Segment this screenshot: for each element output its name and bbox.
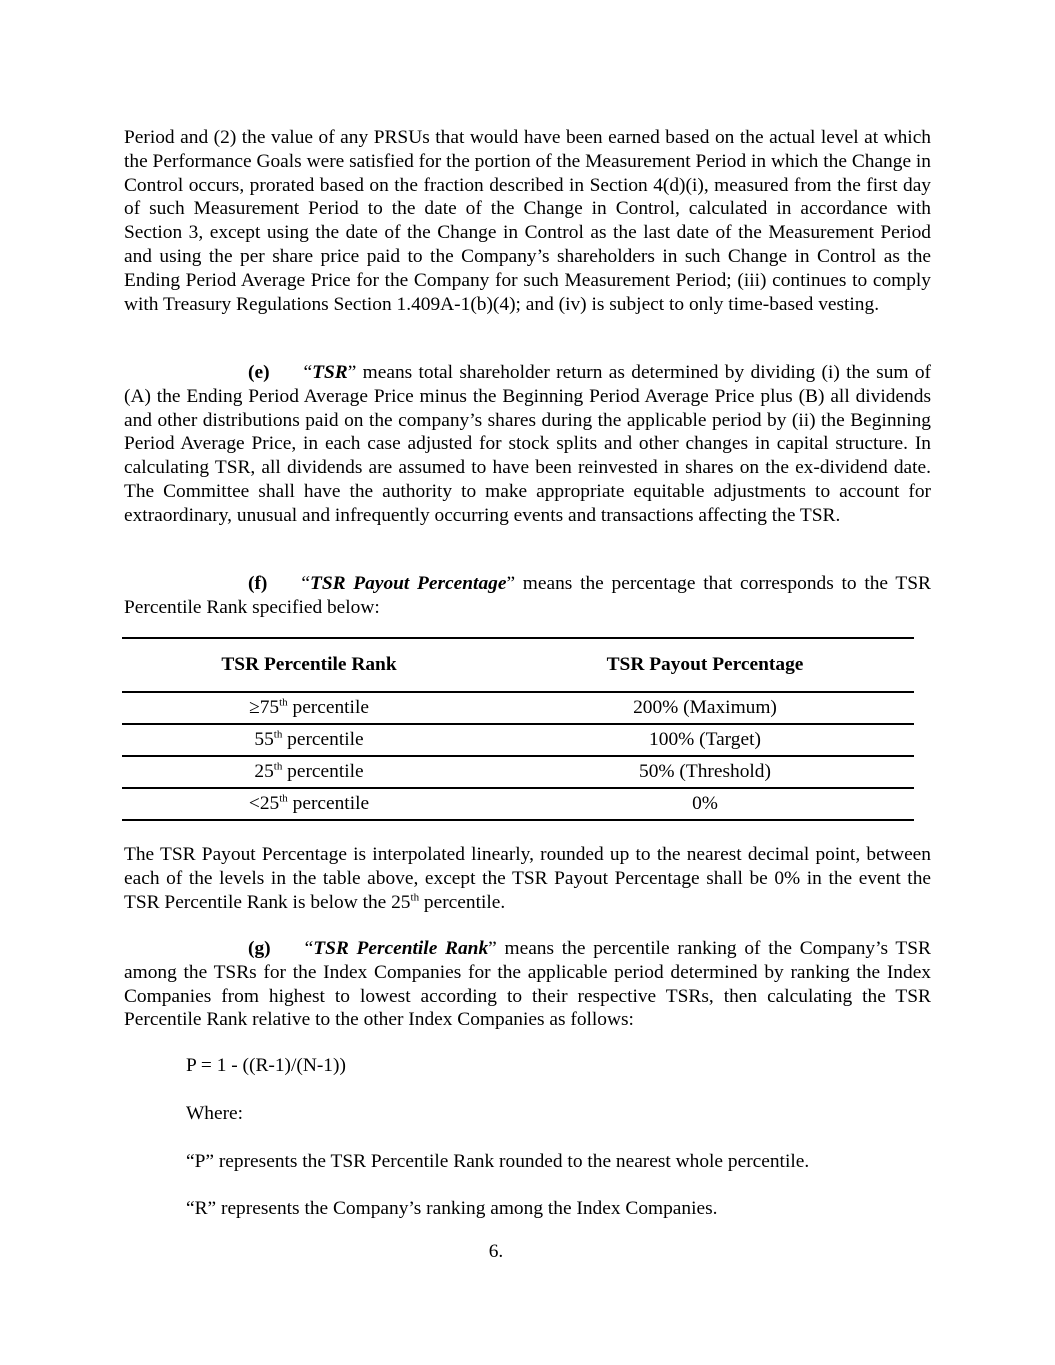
column-header-percentile-rank: TSR Percentile Rank <box>122 638 496 692</box>
table-cell-payout: 50% (Threshold) <box>496 756 914 788</box>
paragraph-continuation: Period and (2) the value of any PRSUs that would have been earned based on the actual level at which the Performance Goals were satisfied for the portion of the Measurement Period in which the Change in Control occurs, prorated based on the fraction described in Section 4(d)(i), measured from the first day of such Measurement Period to the date of the Change in Control, calculated in accordance with Section 3, except using the date of the Change in Control as the last date of the Measurement Period and using the per share price paid to the Company’s shareholders in such Change in Control as the Ending Period Average Price for the Company for such Measurement Period; (iii) continues to comply with Treasury Regulations Section 1.409A-1(b)(4); and (iv) is subject to only time-based vesting. <box>124 127 931 315</box>
table-cell-rank: 55th percentile <box>122 724 496 756</box>
table-header-row <box>122 638 914 692</box>
paragraph-g-text: means the percentile ranking of the Company’s TSR among the TSRs for the Index Companies for the applicable period determined by ranking the Index Companies from highest to lowest according to their respective TSRs, then calculating the TSR Percentile Rank relative to the other Index Companies as follows: <box>124 938 931 1031</box>
paragraph-g-tsr-percentile-rank: (g) “TSR Percentile Rank” means the percentile ranking of the Company’s TSR among the TSRs for the Index Companies for the applicable period determined by ranking the Index Companies from highest to lowest according to their respective TSRs, then calculating the TSR Percentile Rank relative to the other Index Companies as follows: <box>124 938 931 1031</box>
table-row <box>122 788 914 820</box>
tsr-payout-table <box>122 637 914 821</box>
page-number: 6. <box>488 1241 504 1262</box>
column-header-payout-percentage: TSR Payout Percentage <box>496 638 914 692</box>
defined-term-tsr-payout-percentage: TSR Payout Percentage <box>309 573 507 594</box>
table-cell-rank: ≥75th percentile <box>122 692 496 724</box>
defined-term-tsr-percentile-rank: TSR Percentile Rank <box>313 938 489 959</box>
paragraph-e-text: means total shareholder return as determined by dividing (i) the sum of (A) the Ending Period Average Price minus the Beginning Period Average Price plus (B) all dividends and other distributions paid on the company’s shares during the applicable period by (ii) the Beginning Period Average Price, in each case adjusted for stock splits and other changes in capital structure. In calculating TSR, all dividends are assumed to have been reinvested in shares on the ex-dividend date. The Committee shall have the authority to make appropriate equitable adjustments to account for extraordinary, unusual and infrequently occurring events and transactions affecting the TSR. <box>124 362 931 526</box>
defined-term-tsr: TSR <box>312 362 348 383</box>
definition-r: “R” represents the Company’s ranking among the Index Companies. <box>186 1198 718 1219</box>
table-cell-rank: 25th percentile <box>122 756 496 788</box>
table-cell-payout: 0% <box>496 788 914 820</box>
definition-p: “P” represents the TSR Percentile Rank rounded to the nearest whole percentile. <box>186 1151 810 1172</box>
paragraph-f-tsr-payout-percentage: (f) “TSR Payout Percentage” means the percentage that corresponds to the TSR Percentile Rank specified below: <box>124 573 931 618</box>
paragraph-e-tsr: (e) “TSR” means total shareholder return as determined by dividing (i) the sum of (A) the Ending Period Average Price minus the Beginning Period Average Price plus (B) all dividends and other distributions paid on the company’s shares during the applicable period by (ii) the Beginning Period Average Price, in each case adjusted for stock splits and other changes in capital structure. In calculating TSR, all dividends are assumed to have been reinvested in shares on the ex-dividend date. The Committee shall have the authority to make appropriate equitable adjustments to account for extraordinary, unusual and infrequently occurring events and transactions affecting the TSR. <box>124 362 931 526</box>
section-label-g: (g) <box>248 938 271 959</box>
table-row <box>122 756 914 788</box>
where-label: Where: <box>186 1103 244 1124</box>
table-cell-payout: 100% (Target) <box>496 724 914 756</box>
table-cell-payout: 200% (Maximum) <box>496 692 914 724</box>
section-label-f: (f) <box>248 573 268 594</box>
formula: P = 1 - ((R-1)/(N-1)) <box>186 1055 346 1076</box>
table-row <box>122 692 914 724</box>
paragraph-f-text: means the percentage that corresponds to the TSR Percentile Rank specified below: <box>124 573 931 618</box>
section-label-e: (e) <box>248 362 270 383</box>
table-cell-rank: <25th percentile <box>122 788 496 820</box>
table-row <box>122 724 914 756</box>
paragraph-interpolation: The TSR Payout Percentage is interpolated linearly, rounded up to the nearest decimal point, between each of the levels in the table above, except the TSR Payout Percentage shall be 0% in the event the TSR Percentile Rank is below the 25th percentile. <box>124 844 931 913</box>
